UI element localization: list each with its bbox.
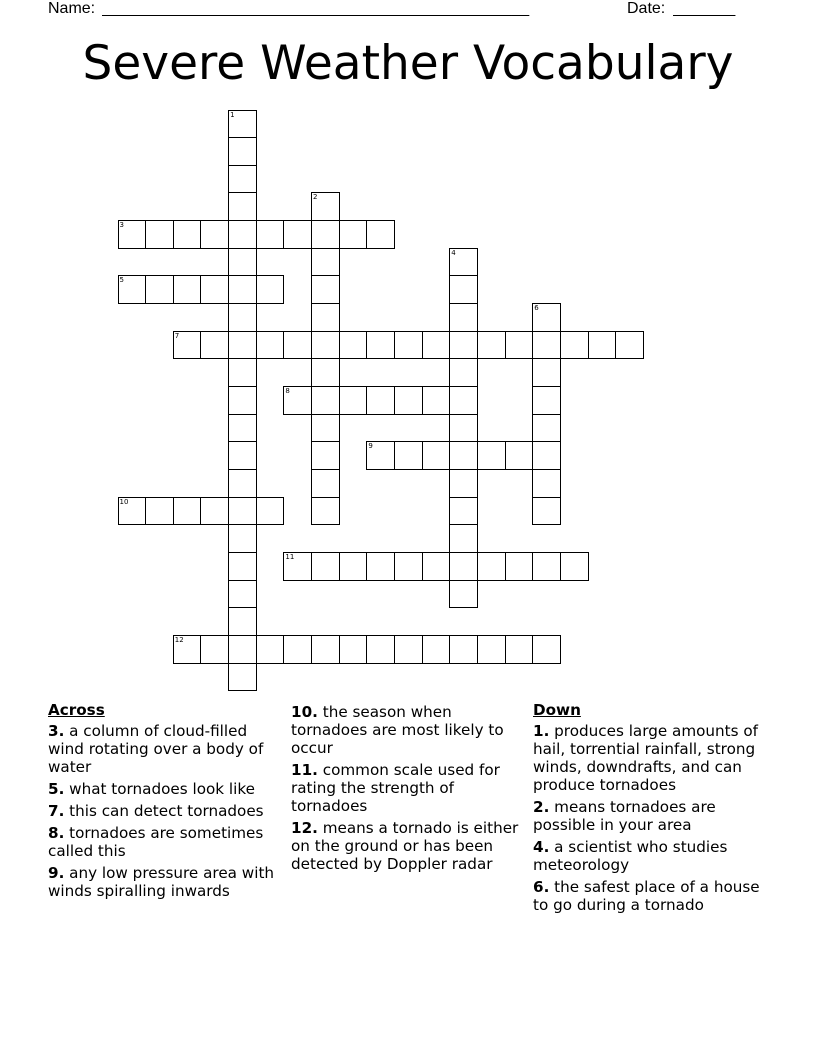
across-clue: [291, 819, 527, 873]
grid-cell[interactable]: [449, 635, 478, 664]
grid-cell[interactable]: [422, 331, 451, 360]
grid-cell[interactable]: [366, 331, 395, 360]
grid-cell[interactable]: [366, 552, 395, 581]
clue-number: 12.: [291, 819, 318, 837]
grid-cell[interactable]: [228, 386, 257, 415]
grid-cell[interactable]: [228, 220, 257, 249]
clue-number: 12: [174, 635, 184, 644]
grid-cell[interactable]: [505, 331, 534, 360]
grid-cell[interactable]: [283, 331, 312, 360]
grid-cell[interactable]: [311, 441, 340, 470]
down-clue: [533, 722, 769, 794]
grid-cell[interactable]: [449, 248, 478, 277]
grid-cell[interactable]: [394, 552, 423, 581]
grid-cell[interactable]: [422, 441, 451, 470]
grid-cell[interactable]: [449, 414, 478, 443]
across-clue: [291, 703, 527, 757]
down-clue: [533, 838, 769, 874]
across-clue: [48, 824, 284, 860]
grid-cell[interactable]: [449, 358, 478, 387]
down-clues-column: [533, 701, 769, 918]
grid-cell[interactable]: [256, 635, 285, 664]
grid-cell[interactable]: [339, 635, 368, 664]
grid-cell[interactable]: [228, 414, 257, 443]
down-heading: Down: [533, 701, 581, 719]
grid-cell[interactable]: [615, 331, 644, 360]
across-clue: [48, 780, 284, 798]
grid-cell[interactable]: [422, 386, 451, 415]
grid-cell[interactable]: [588, 331, 617, 360]
grid-cell[interactable]: [173, 220, 202, 249]
clue-number: 11: [285, 552, 295, 561]
grid-cell[interactable]: [228, 192, 257, 221]
grid-cell[interactable]: [200, 635, 229, 664]
clue-number: 10.: [291, 703, 318, 721]
grid-cell[interactable]: [366, 220, 395, 249]
grid-cell[interactable]: [449, 469, 478, 498]
grid-cell[interactable]: [311, 192, 340, 221]
page-title: Severe Weather Vocabulary: [82, 36, 734, 91]
grid-cell[interactable]: [339, 220, 368, 249]
grid-cell[interactable]: [228, 580, 257, 609]
grid-cell[interactable]: [173, 497, 202, 526]
clue-text: any low pressure area with winds spiralling inwards: [48, 864, 275, 900]
grid-cell[interactable]: [449, 441, 478, 470]
clue-number: 2.: [533, 798, 550, 816]
clue-number: 11.: [291, 761, 318, 779]
clue-number: 9: [368, 442, 373, 451]
grid-cell[interactable]: [532, 386, 561, 415]
grid-cell[interactable]: [200, 331, 229, 360]
grid-cell[interactable]: [449, 303, 478, 332]
down-clue: [533, 798, 769, 834]
across-clue: [48, 864, 284, 900]
date-label: Date:: [627, 0, 666, 17]
grid-cell[interactable]: [311, 358, 340, 387]
grid-cell[interactable]: [505, 635, 534, 664]
clue-number: 1: [230, 110, 235, 119]
grid-cell[interactable]: [228, 663, 257, 692]
grid-cell[interactable]: [394, 635, 423, 664]
down-clue: [533, 878, 769, 914]
grid-cell[interactable]: [228, 607, 257, 636]
grid-cell[interactable]: [339, 386, 368, 415]
across-clue: [48, 722, 284, 776]
grid-cell[interactable]: [394, 441, 423, 470]
grid-cell[interactable]: [228, 524, 257, 553]
clue-text: what tornadoes look like: [64, 780, 255, 798]
grid-cell[interactable]: [283, 220, 312, 249]
grid-cell[interactable]: [228, 137, 257, 166]
grid-cell[interactable]: [449, 497, 478, 526]
grid-cell[interactable]: [422, 635, 451, 664]
grid-cell[interactable]: [505, 441, 534, 470]
grid-cell[interactable]: [228, 441, 257, 470]
clue-text: means a tornado is either on the ground or has been detected by Doppler radar: [291, 819, 519, 873]
grid-cell[interactable]: [228, 303, 257, 332]
grid-cell[interactable]: [283, 386, 312, 415]
clue-text: means tornadoes are possible in your area: [533, 798, 716, 834]
grid-cell[interactable]: [228, 358, 257, 387]
grid-cell[interactable]: [532, 635, 561, 664]
clue-text: common scale used for rating the strength of tornadoes: [291, 761, 500, 815]
across-clue: [291, 761, 527, 815]
clue-number: 6.: [533, 878, 550, 896]
name-field[interactable]: ________________________________________________: [102, 0, 530, 17]
clue-text: the safest place of a house to go during a tornado: [533, 878, 760, 914]
clue-text: the season when tornadoes are most likely to occur: [291, 703, 504, 757]
grid-cell[interactable]: [449, 386, 478, 415]
grid-cell[interactable]: [228, 552, 257, 581]
name-label: Name:: [48, 0, 96, 17]
grid-cell[interactable]: [145, 220, 174, 249]
grid-cell[interactable]: [228, 275, 257, 304]
grid-cell[interactable]: [477, 441, 506, 470]
clue-number: 1.: [533, 722, 550, 740]
grid-cell[interactable]: [366, 441, 395, 470]
grid-cell[interactable]: [228, 635, 257, 664]
clue-number: 6: [534, 304, 539, 313]
grid-cell[interactable]: [477, 552, 506, 581]
grid-cell[interactable]: [200, 220, 229, 249]
grid-cell[interactable]: [311, 414, 340, 443]
grid-cell[interactable]: [200, 275, 229, 304]
grid-cell[interactable]: [477, 635, 506, 664]
clue-number: 3.: [48, 722, 65, 740]
grid-cell[interactable]: [311, 469, 340, 498]
grid-cell[interactable]: [449, 275, 478, 304]
grid-cell[interactable]: [532, 303, 561, 332]
grid-cell[interactable]: [339, 552, 368, 581]
grid-cell[interactable]: [228, 248, 257, 277]
grid-cell[interactable]: [228, 110, 257, 139]
grid-cell[interactable]: [311, 386, 340, 415]
grid-cell[interactable]: [366, 386, 395, 415]
grid-cell[interactable]: [228, 497, 257, 526]
grid-cell[interactable]: [311, 303, 340, 332]
clue-number: 5: [119, 276, 124, 285]
grid-cell[interactable]: [311, 275, 340, 304]
clue-number: 4: [451, 248, 456, 257]
grid-cell[interactable]: [532, 497, 561, 526]
grid-cell[interactable]: [394, 331, 423, 360]
clue-text: produces large amounts of hail, torrential rainfall, strong winds, downdrafts, and can produce tornadoes: [533, 722, 759, 794]
grid-cell[interactable]: [173, 275, 202, 304]
clue-text: this can detect tornadoes: [64, 802, 264, 820]
across-clue: [48, 802, 284, 820]
clue-number: 3: [119, 221, 124, 230]
grid-cell[interactable]: [311, 220, 340, 249]
clue-text: a column of cloud-filled wind rotating over a body of water: [48, 722, 264, 776]
grid-cell[interactable]: [532, 469, 561, 498]
clue-number: 8: [285, 387, 290, 395]
across-heading: Across: [48, 701, 105, 719]
grid-cell[interactable]: [477, 331, 506, 360]
grid-cell[interactable]: [560, 331, 589, 360]
across-clues-column-2: [291, 703, 527, 877]
clue-number: 7: [174, 331, 180, 340]
grid-cell[interactable]: [339, 331, 368, 360]
grid-cell[interactable]: [532, 441, 561, 470]
grid-cell[interactable]: [145, 275, 174, 304]
clue-text: tornadoes are sometimes called this: [48, 824, 264, 860]
grid-cell[interactable]: [173, 331, 202, 360]
grid-cell[interactable]: [256, 331, 285, 360]
grid-cell[interactable]: [256, 497, 285, 526]
grid-cell[interactable]: [394, 386, 423, 415]
clue-number: 9.: [48, 864, 65, 882]
grid-cell[interactable]: [532, 331, 561, 360]
grid-cell[interactable]: [311, 497, 340, 526]
grid-cell[interactable]: [228, 165, 257, 194]
grid-cell[interactable]: [283, 635, 312, 664]
clue-number: 10: [119, 497, 129, 506]
grid-cell[interactable]: [422, 552, 451, 581]
clue-text: a scientist who studies meteorology: [533, 838, 728, 874]
grid-cell[interactable]: [532, 414, 561, 443]
grid-cell[interactable]: [228, 331, 257, 360]
grid-cell[interactable]: [256, 220, 285, 249]
grid-cell[interactable]: [256, 275, 285, 304]
grid-cell[interactable]: [118, 275, 147, 304]
clue-number: 2: [313, 193, 318, 202]
grid-cell[interactable]: [532, 358, 561, 387]
grid-cell[interactable]: [173, 635, 202, 664]
grid-cell[interactable]: [366, 635, 395, 664]
grid-cell[interactable]: [311, 552, 340, 581]
grid-cell[interactable]: [505, 552, 534, 581]
grid-cell[interactable]: [228, 469, 257, 498]
date-field[interactable]: _______: [673, 0, 736, 17]
grid-cell[interactable]: [311, 248, 340, 277]
grid-cell[interactable]: [311, 635, 340, 664]
clue-number: 8.: [48, 824, 65, 842]
grid-cell[interactable]: [449, 580, 478, 609]
grid-cell[interactable]: [560, 552, 589, 581]
clue-number: 4.: [533, 838, 550, 856]
clue-number: 5.: [48, 780, 65, 798]
grid-cell[interactable]: [200, 497, 229, 526]
grid-cell[interactable]: [283, 552, 312, 581]
grid-cell[interactable]: [118, 497, 147, 526]
grid-cell[interactable]: [532, 552, 561, 581]
grid-cell[interactable]: [449, 552, 478, 581]
grid-cell[interactable]: [118, 220, 147, 249]
grid-cell[interactable]: [449, 331, 478, 360]
grid-cell[interactable]: [449, 524, 478, 553]
clue-number: 7.: [48, 802, 65, 820]
grid-cell[interactable]: [145, 497, 174, 526]
grid-cell[interactable]: [311, 331, 340, 360]
across-clues-column-1: [48, 701, 284, 904]
